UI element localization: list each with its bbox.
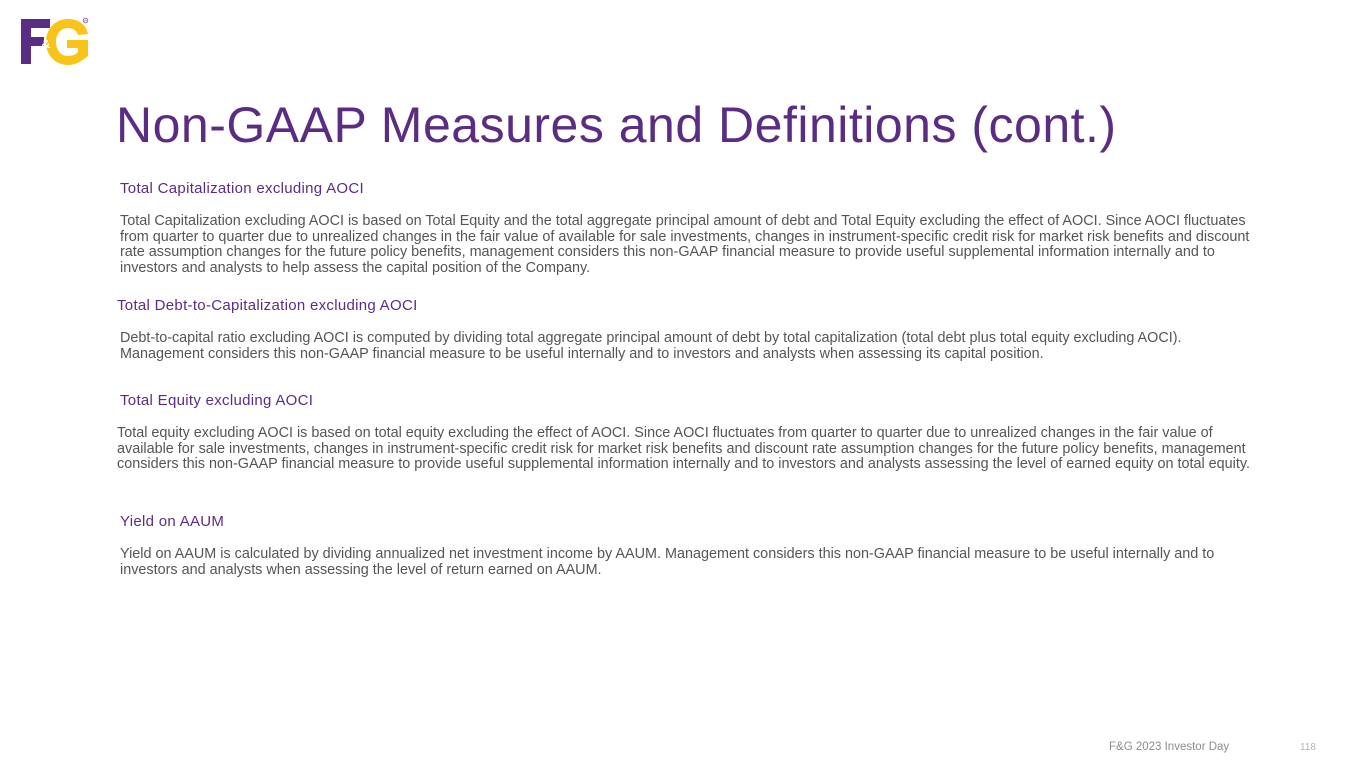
section-heading-debt-to-capitalization: Total Debt-to-Capitalization excluding AOCI xyxy=(117,297,418,314)
section-body-total-equity: Total equity excluding AOCI is based on total equity excluding the effect of AOCI. Since AOCI fluctuates from quarter to quarter due to unrealized changes in the fair value of available for sale investments, changes in instrument-specific credit risk for market risk benefits and discount rate assumption changes for the future policy benefits, management considers this non-GAAP financial measure to provide useful supplemental information internally and to investors and analysts assessing the level of earned equity on total equity. xyxy=(117,425,1250,472)
page-title: Non-GAAP Measures and Definitions (cont.) xyxy=(116,97,1117,153)
section-heading-yield-on-aaum: Yield on AAUM xyxy=(120,513,225,530)
company-logo xyxy=(20,17,90,67)
section-heading-total-equity: Total Equity excluding AOCI xyxy=(120,392,314,409)
footer-event-name: F&G 2023 Investor Day xyxy=(1109,741,1230,753)
section-body-total-capitalization: Total Capitalization excluding AOCI is based on Total Equity and the total aggregate principal amount of debt and Total Equity excluding the effect of AOCI. Since AOCI fluctuates from quarter to quarter due to unrealized changes in the fair value of available for sale investments, changes in instrument-specific credit risk for market risk benefits and discount rate assumption changes for the future policy benefits, management considers this non-GAAP financial measure to provide useful supplemental information internally and to investors and analysts to help assess the capital position of the Company. xyxy=(120,213,1250,276)
section-heading-total-capitalization: Total Capitalization excluding AOCI xyxy=(120,180,364,197)
page-number: 118 xyxy=(1300,742,1316,753)
svg-text:R: R xyxy=(84,19,87,24)
section-body-yield-on-aaum: Yield on AAUM is calculated by dividing annualized net investment income by AAUM. Management considers this non-GAAP financial measure to be useful internally and to investors and analysts when assessing the level of return earned on AAUM. xyxy=(120,546,1215,578)
svg-text:&: & xyxy=(41,37,51,51)
section-body-debt-to-capitalization: Debt-to-capital ratio excluding AOCI is computed by dividing total aggregate principal amount of debt by total capitalization (total debt plus total equity excluding AOCI). Management considers this non-GAAP financial measure to be useful internally and to investors and analysts when assessing its capital position. xyxy=(120,330,1182,362)
fg-logo-icon xyxy=(20,17,90,67)
